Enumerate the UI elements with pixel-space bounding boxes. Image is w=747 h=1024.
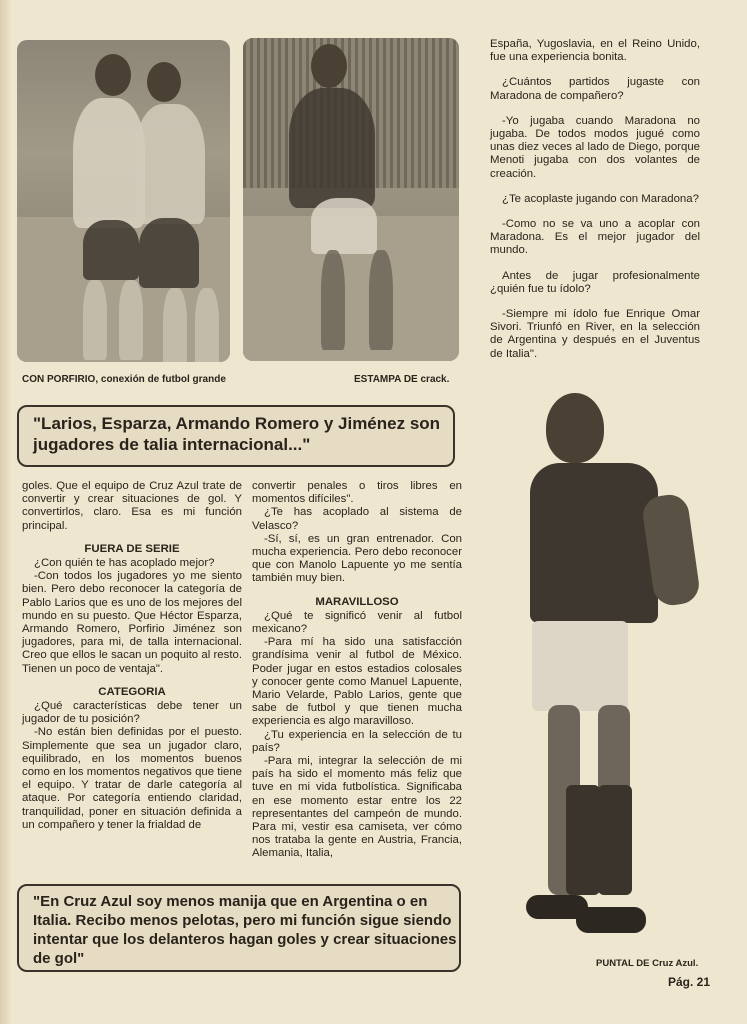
- paragraph: convertir penales o tiros libres en momentos difíciles".: [252, 480, 462, 506]
- question: Antes de jugar profesionalmente ¿quién fue tu ídolo?: [490, 269, 700, 295]
- paragraph: -Con todos los jugadores yo me siento bien. Pero debo reconocer la categoría de Pablo Larios que es uno de los mejores del mundo en su puesto. Que Héctor Esparza, Armando Romero, Porfirio Jiménez son jugadores, para mi, de talla internacional. Creo que ellos le sacan un poquito al resto. Tienen un poco de ventaja".: [22, 570, 242, 675]
- page-number: Pág. 21: [668, 975, 711, 989]
- paragraph: -Para mi, integrar la selección de mi país ha sido el momento más feliz que tuve en mi vida futbolística. Significaba en ese momento estar entre los 22 representantes del campeón de mundo. Para mi, vestir esa camiseta, ver cómo nos trataba la gente en Austria, Francia, Alemania, Italia,: [252, 755, 462, 860]
- paragraph: -Siempre mi ídolo fue Enrique Omar Sivori. Triunfó en River, en la selección de Argentina y después en el Juventus de Italia".: [490, 308, 700, 360]
- caption-photo-2: ESTAMPA DE crack.: [354, 374, 450, 385]
- column-1: [22, 480, 242, 832]
- photo-player-stadium: [243, 38, 459, 361]
- paragraph: -Como no se va uno a acoplar con Maradona. Es el mejor jugador del mundo.: [490, 218, 700, 257]
- pull-quote-bottom: "En Cruz Azul soy menos manija que en Argentina o en Italia. Recibo menos pelotas, pero mi función sigue siendo intentar que los delanteros hagan goles y crear situaciones de gol": [17, 884, 461, 972]
- paragraph: -Para mí ha sido una satisfacción grandísima venir al futbol de México. Poder jugar en estos estadios colosales y conocer gente como Manuel Lapuente, Mario Velarde, Pablo Larios, gente que sabe de futbol y que tienen mucha experiencia es algo maravilloso.: [252, 636, 462, 728]
- photo-player-standing: [520, 385, 720, 960]
- question: ¿Qué características debe tener un jugador de tu posición?: [22, 700, 242, 726]
- question: ¿Tu experiencia en la selección de tu país?: [252, 728, 462, 754]
- pull-quote-top: "Larios, Esparza, Armando Romero y Jiménez son jugadores de talia internacional...": [17, 405, 455, 467]
- question: ¿Qué te significó venir al futbol mexicano?: [252, 609, 462, 636]
- column-2: [252, 480, 462, 861]
- page-edge: [0, 0, 12, 1024]
- paragraph: -Sí, sí, es un gran entrenador. Con mucha experiencia. Pero debo reconocer que con Manolo Lapuente yo me sentía también muy bien.: [252, 532, 462, 585]
- question: ¿Te acoplaste jugando con Maradona?: [502, 192, 699, 205]
- paragraph: España, Yugoslavia, en el Reino Unido, fue una experiencia bonita.: [490, 38, 700, 64]
- paragraph: -Yo jugaba cuando Maradona no jugaba. De todos modos jugué como unas diez veces al lado de Diego, porque Menoti jugaba con dos volantes de creación.: [490, 114, 700, 180]
- paragraph: goles. Que el equipo de Cruz Azul trate de convertir y crear situaciones de gol. Y convertirlos, claro. Esa es mi función principal.: [22, 480, 242, 532]
- question: ¿Cuántos partidos jugaste con Maradona de compañero?: [490, 76, 700, 102]
- question: ¿Con quién te has acoplado mejor?: [34, 557, 215, 570]
- paragraph: -No están bien definidas por el puesto. Simplemente que sea un jugador claro, equilibrado, en los momentos buenos como en los momentos negativos que tiene el equipo. Y tratar de darle categoría al ataque. Por categoría entiendo claridad, tranquilidad, poner en situación definida a un compañero y tener la frialdad de: [22, 726, 242, 831]
- caption-photo-1: CON PORFIRIO, conexión de futbol grande: [22, 374, 226, 385]
- photo-two-players: [17, 40, 230, 362]
- section-heading: CATEGORIA: [98, 685, 166, 698]
- caption-photo-3: PUNTAL DE Cruz Azul.: [596, 958, 699, 969]
- question: ¿Te has acoplado al sistema de Velasco?: [252, 506, 462, 532]
- section-heading: FUERA DE SERIE: [84, 542, 180, 555]
- right-column: [490, 38, 700, 361]
- section-heading: MARAVILLOSO: [315, 595, 399, 608]
